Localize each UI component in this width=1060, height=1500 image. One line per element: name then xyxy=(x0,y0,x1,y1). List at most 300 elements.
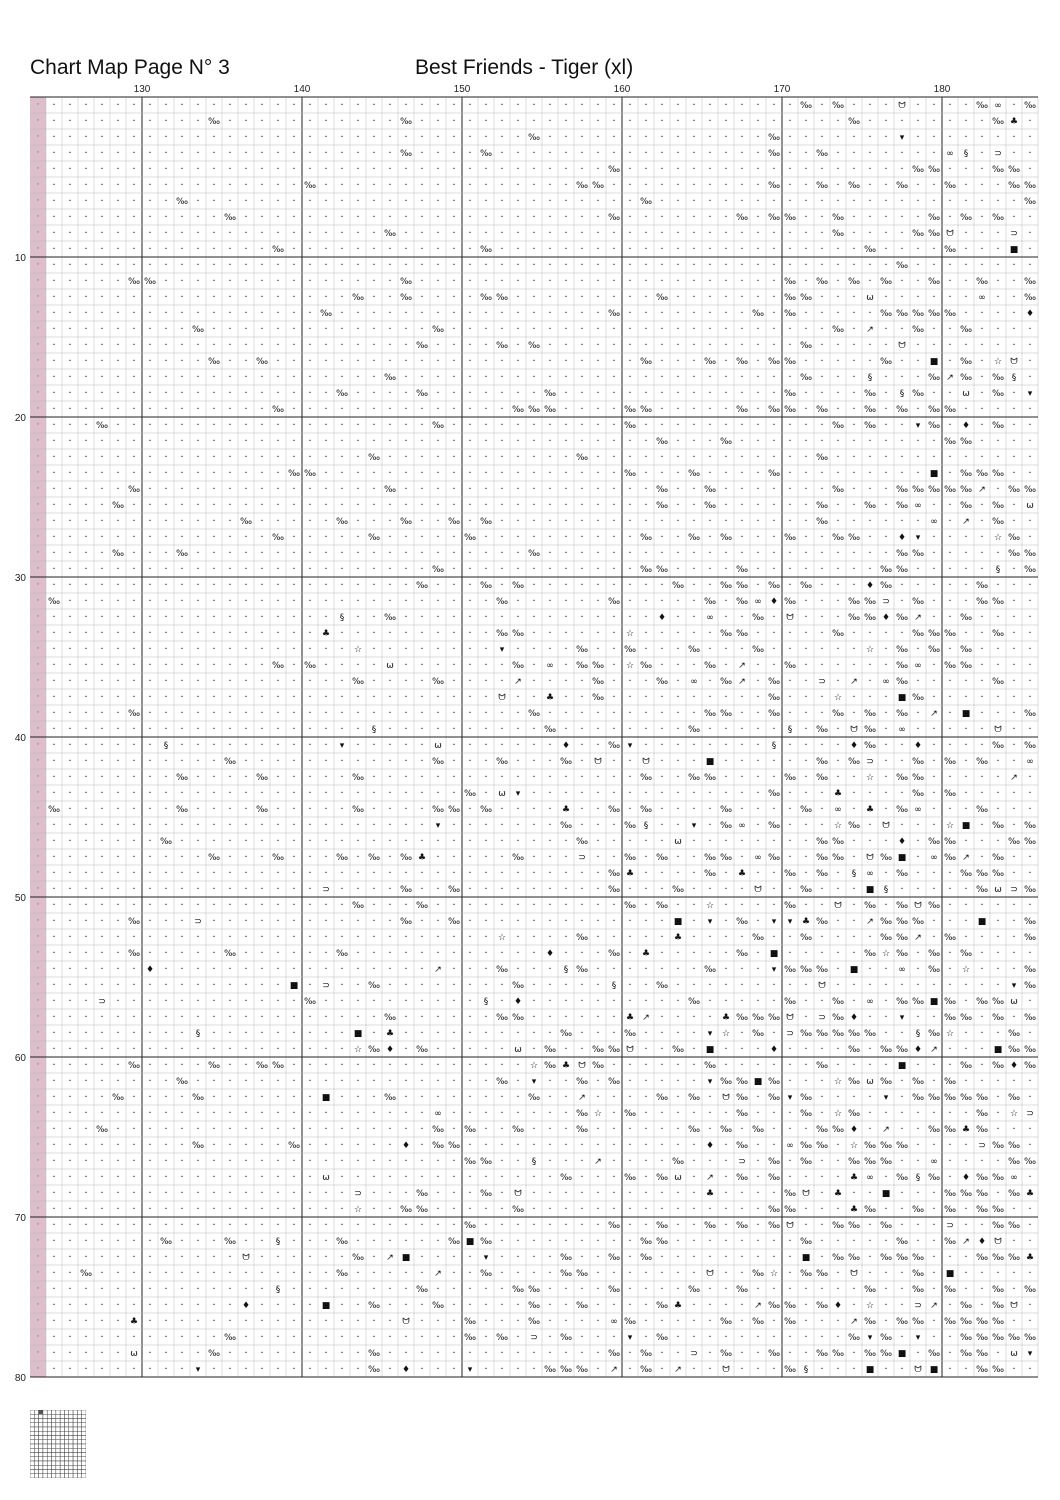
stitch-symbol: · xyxy=(676,964,679,975)
stitch-symbol: · xyxy=(612,436,615,447)
stitch-symbol: · xyxy=(468,308,471,319)
stitch-symbol: · xyxy=(1028,244,1031,255)
stitch-symbol: · xyxy=(436,532,439,543)
stitch-symbol: · xyxy=(292,676,295,687)
stitch-symbol: · xyxy=(228,932,231,943)
stitch-symbol: · xyxy=(228,1204,231,1215)
stitch-symbol: · xyxy=(804,1060,807,1071)
stitch-symbol: · xyxy=(532,1044,535,1055)
stitch-symbol: · xyxy=(916,452,919,463)
stitch-symbol: ☆ xyxy=(866,773,874,783)
stitch-symbol: · xyxy=(804,212,807,223)
stitch-symbol: · xyxy=(740,164,743,175)
stitch-symbol: ‰ xyxy=(880,277,892,287)
stitch-symbol: · xyxy=(68,452,71,463)
stitch-symbol: · xyxy=(660,1124,663,1135)
stitch-symbol: · xyxy=(644,708,647,719)
stitch-symbol: · xyxy=(596,1076,599,1087)
stitch-symbol: · xyxy=(900,596,903,607)
stitch-symbol: · xyxy=(212,148,215,159)
stitch-symbol: · xyxy=(324,132,327,143)
stitch-symbol: ∞ xyxy=(610,1317,618,1327)
stitch-symbol: ‰ xyxy=(960,501,972,511)
stitch-symbol: · xyxy=(260,164,263,175)
stitch-symbol: · xyxy=(452,116,455,127)
stitch-symbol: · xyxy=(372,1252,375,1263)
stitch-symbol: ♣ xyxy=(1010,117,1018,127)
stitch-symbol: · xyxy=(1012,724,1015,735)
stitch-symbol: · xyxy=(212,1124,215,1135)
stitch-symbol: · xyxy=(948,948,951,959)
stitch-symbol: ‰ xyxy=(608,165,620,175)
stitch-symbol: ‰ xyxy=(192,1141,204,1151)
stitch-symbol: · xyxy=(244,1188,247,1199)
stitch-symbol: · xyxy=(84,500,87,511)
stitch-symbol: · xyxy=(404,580,407,591)
stitch-symbol: · xyxy=(260,900,263,911)
stitch-symbol: · xyxy=(420,1268,423,1279)
stitch-symbol: · xyxy=(276,1092,279,1103)
stitch-symbol: · xyxy=(196,420,199,431)
stitch-symbol: · xyxy=(116,1076,119,1087)
stitch-symbol: · xyxy=(372,1188,375,1199)
stitch-symbol: ‰ xyxy=(656,1093,668,1103)
stitch-symbol: · xyxy=(52,756,55,767)
stitch-symbol: · xyxy=(916,868,919,879)
stitch-symbol: · xyxy=(260,452,263,463)
stitch-symbol: · xyxy=(548,244,551,255)
stitch-symbol: · xyxy=(916,148,919,159)
stitch-symbol: · xyxy=(612,276,615,287)
stitch-symbol: · xyxy=(308,740,311,751)
stitch-symbol: ‰ xyxy=(352,773,364,783)
stitch-symbol: · xyxy=(516,260,519,271)
stitch-symbol: · xyxy=(308,1044,311,1055)
stitch-symbol: ‰ xyxy=(640,773,652,783)
stitch-symbol: ‰ xyxy=(880,1141,892,1151)
stitch-symbol: · xyxy=(692,340,695,351)
stitch-symbol: ‰ xyxy=(1008,1189,1020,1199)
stitch-symbol: · xyxy=(948,1156,951,1167)
stitch-symbol: ⊃ xyxy=(818,677,826,687)
stitch-symbol: · xyxy=(212,132,215,143)
stitch-symbol: · xyxy=(580,1188,583,1199)
stitch-symbol: · xyxy=(132,532,135,543)
stitch-symbol: · xyxy=(340,1108,343,1119)
stitch-symbol: · xyxy=(1012,660,1015,671)
stitch-symbol: · xyxy=(868,1268,871,1279)
stitch-symbol: · xyxy=(116,1108,119,1119)
stitch-symbol: · xyxy=(996,660,999,671)
stitch-symbol: · xyxy=(612,1092,615,1103)
stitch-symbol: · xyxy=(436,212,439,223)
stitch-symbol: · xyxy=(132,468,135,479)
stitch-symbol: · xyxy=(260,196,263,207)
stitch-symbol: · xyxy=(148,292,151,303)
stitch-symbol: · xyxy=(340,1348,343,1359)
stitch-symbol: · xyxy=(372,1140,375,1151)
stitch-symbol: · xyxy=(68,276,71,287)
stitch-symbol: · xyxy=(964,452,967,463)
stitch-symbol: · xyxy=(916,356,919,367)
stitch-symbol: · xyxy=(452,1044,455,1055)
stitch-symbol: ‰ xyxy=(992,821,1004,831)
stitch-symbol: · xyxy=(180,276,183,287)
stitch-symbol: · xyxy=(724,1204,727,1215)
stitch-symbol: · xyxy=(804,1348,807,1359)
stitch-symbol: · xyxy=(164,1012,167,1023)
stitch-symbol: · xyxy=(452,1332,455,1343)
stitch-symbol: · xyxy=(660,276,663,287)
stitch-symbol: · xyxy=(788,884,791,895)
stitch-symbol: · xyxy=(884,148,887,159)
stitch-symbol: · xyxy=(68,1300,71,1311)
stitch-symbol: · xyxy=(980,116,983,127)
stitch-symbol: ‰ xyxy=(480,1157,492,1167)
stitch-symbol: · xyxy=(116,260,119,271)
stitch-symbol: · xyxy=(132,180,135,191)
stitch-symbol: · xyxy=(196,1108,199,1119)
stitch-symbol: ‰ xyxy=(768,709,780,719)
stitch-symbol: · xyxy=(548,164,551,175)
stitch-symbol: · xyxy=(68,1236,71,1247)
stitch-symbol: ‰ xyxy=(768,1349,780,1359)
stitch-symbol: · xyxy=(132,292,135,303)
stitch-symbol: · xyxy=(52,820,55,831)
stitch-symbol: · xyxy=(116,372,119,383)
stitch-symbol: · xyxy=(916,340,919,351)
stitch-symbol: ‰ xyxy=(784,389,796,399)
stitch-symbol: · xyxy=(260,500,263,511)
stitch-symbol: · xyxy=(308,596,311,607)
stitch-symbol: ■ xyxy=(994,1045,1003,1055)
stitch-symbol: · xyxy=(388,580,391,591)
stitch-symbol: · xyxy=(308,420,311,431)
stitch-symbol: · xyxy=(148,852,151,863)
margin-dot: · xyxy=(37,356,40,366)
stitch-symbol: · xyxy=(196,212,199,223)
stitch-symbol: · xyxy=(964,164,967,175)
stitch-symbol: · xyxy=(132,1172,135,1183)
stitch-symbol: · xyxy=(596,1028,599,1039)
stitch-symbol: · xyxy=(308,980,311,991)
stitch-symbol: · xyxy=(836,452,839,463)
stitch-symbol: · xyxy=(820,340,823,351)
stitch-symbol: · xyxy=(340,676,343,687)
stitch-symbol: · xyxy=(100,916,103,927)
stitch-symbol: · xyxy=(452,164,455,175)
stitch-symbol: · xyxy=(788,372,791,383)
stitch-symbol: · xyxy=(484,660,487,671)
stitch-symbol: · xyxy=(436,932,439,943)
stitch-symbol: ‰ xyxy=(928,1173,940,1183)
stitch-symbol: · xyxy=(756,212,759,223)
stitch-symbol: · xyxy=(52,916,55,927)
stitch-symbol: · xyxy=(52,1172,55,1183)
stitch-symbol: · xyxy=(148,1076,151,1087)
stitch-symbol: · xyxy=(1028,660,1031,671)
stitch-symbol: · xyxy=(612,388,615,399)
stitch-symbol: · xyxy=(724,484,727,495)
stitch-symbol: · xyxy=(772,436,775,447)
stitch-symbol: ‰ xyxy=(464,1317,476,1327)
stitch-symbol: · xyxy=(132,1268,135,1279)
stitch-symbol: · xyxy=(180,452,183,463)
stitch-symbol: · xyxy=(708,372,711,383)
stitch-symbol: · xyxy=(84,596,87,607)
stitch-symbol: ‰ xyxy=(592,1045,604,1055)
stitch-symbol: · xyxy=(836,564,839,575)
stitch-symbol: · xyxy=(340,276,343,287)
stitch-symbol: · xyxy=(100,1188,103,1199)
stitch-symbol: ‰ xyxy=(944,837,956,847)
stitch-symbol: · xyxy=(148,660,151,671)
stitch-symbol: · xyxy=(644,836,647,847)
stitch-symbol: · xyxy=(900,756,903,767)
stitch-symbol: ‰ xyxy=(432,1301,444,1311)
stitch-symbol: · xyxy=(772,308,775,319)
stitch-symbol: ∞ xyxy=(738,821,746,831)
stitch-symbol: · xyxy=(84,1140,87,1151)
stitch-symbol: · xyxy=(308,228,311,239)
stitch-symbol: · xyxy=(484,1108,487,1119)
stitch-symbol: ♣ xyxy=(706,1189,714,1199)
stitch-symbol: · xyxy=(772,548,775,559)
stitch-symbol: · xyxy=(100,852,103,863)
stitch-symbol: · xyxy=(148,452,151,463)
stitch-symbol: · xyxy=(420,964,423,975)
stitch-symbol: ᗢ xyxy=(706,1269,714,1279)
stitch-symbol: · xyxy=(900,116,903,127)
stitch-symbol: · xyxy=(468,740,471,751)
stitch-symbol: · xyxy=(500,804,503,815)
stitch-symbol: · xyxy=(212,1332,215,1343)
stitch-symbol: ‰ xyxy=(384,485,396,495)
stitch-symbol: · xyxy=(596,1220,599,1231)
stitch-symbol: · xyxy=(484,116,487,127)
stitch-symbol: · xyxy=(116,564,119,575)
stitch-symbol: ☆ xyxy=(706,901,714,911)
stitch-symbol: · xyxy=(420,1028,423,1039)
stitch-symbol: · xyxy=(500,1092,503,1103)
stitch-symbol: · xyxy=(964,1268,967,1279)
stitch-symbol: · xyxy=(132,980,135,991)
stitch-symbol: · xyxy=(676,1012,679,1023)
stitch-symbol: · xyxy=(900,788,903,799)
stitch-symbol: · xyxy=(516,116,519,127)
stitch-symbol: · xyxy=(228,180,231,191)
stitch-symbol: ‰ xyxy=(352,805,364,815)
stitch-symbol: · xyxy=(404,132,407,143)
stitch-symbol: · xyxy=(292,772,295,783)
stitch-symbol: · xyxy=(676,116,679,127)
stitch-symbol: · xyxy=(484,468,487,479)
stitch-symbol: · xyxy=(164,612,167,623)
margin-dot: · xyxy=(37,388,40,398)
stitch-symbol: ‰ xyxy=(160,1237,172,1247)
stitch-symbol: ‰ xyxy=(640,1237,652,1247)
stitch-symbol: · xyxy=(84,964,87,975)
stitch-symbol: · xyxy=(68,1332,71,1343)
stitch-symbol: · xyxy=(1012,740,1015,751)
stitch-symbol: · xyxy=(372,948,375,959)
stitch-symbol: · xyxy=(388,1156,391,1167)
stitch-symbol: · xyxy=(292,244,295,255)
stitch-symbol: · xyxy=(820,996,823,1007)
stitch-symbol: ω xyxy=(962,389,970,399)
stitch-symbol: · xyxy=(452,820,455,831)
stitch-symbol: · xyxy=(308,1012,311,1023)
stitch-symbol: · xyxy=(692,740,695,751)
stitch-symbol: ‰ xyxy=(864,1285,876,1295)
stitch-symbol: · xyxy=(276,164,279,175)
stitch-symbol: · xyxy=(612,372,615,383)
stitch-symbol: · xyxy=(580,468,583,479)
stitch-symbol: · xyxy=(660,964,663,975)
stitch-symbol: · xyxy=(628,212,631,223)
stitch-symbol: ‰ xyxy=(896,1253,908,1263)
margin-dot: · xyxy=(37,932,40,942)
stitch-symbol: ‰ xyxy=(256,805,268,815)
stitch-symbol: · xyxy=(244,788,247,799)
stitch-symbol: · xyxy=(980,180,983,191)
stitch-symbol: · xyxy=(116,900,119,911)
stitch-symbol: · xyxy=(788,708,791,719)
stitch-symbol: · xyxy=(372,612,375,623)
stitch-symbol: · xyxy=(468,580,471,591)
stitch-symbol: · xyxy=(740,1252,743,1263)
stitch-symbol: · xyxy=(404,980,407,991)
stitch-symbol: · xyxy=(52,164,55,175)
stitch-symbol: · xyxy=(996,1188,999,1199)
stitch-symbol: · xyxy=(260,532,263,543)
stitch-symbol: · xyxy=(948,804,951,815)
stitch-symbol: · xyxy=(628,276,631,287)
stitch-symbol: · xyxy=(132,1012,135,1023)
stitch-symbol: · xyxy=(900,884,903,895)
stitch-symbol: ‰ xyxy=(736,1093,748,1103)
stitch-symbol: ‰ xyxy=(416,341,428,351)
stitch-symbol: · xyxy=(212,1204,215,1215)
stitch-symbol: ∞ xyxy=(754,597,762,607)
stitch-symbol: · xyxy=(820,548,823,559)
stitch-symbol: · xyxy=(420,772,423,783)
stitch-symbol: · xyxy=(788,132,791,143)
stitch-symbol: · xyxy=(756,1140,759,1151)
stitch-symbol: ‰ xyxy=(1024,981,1036,991)
stitch-symbol: · xyxy=(52,1236,55,1247)
stitch-symbol: ‰ xyxy=(480,581,492,591)
stitch-symbol: ‰ xyxy=(640,357,652,367)
margin-dot: · xyxy=(37,228,40,238)
stitch-symbol: ↗ xyxy=(642,1013,650,1023)
stitch-symbol: ‰ xyxy=(240,517,252,527)
stitch-symbol: · xyxy=(580,548,583,559)
stitch-symbol: · xyxy=(516,836,519,847)
stitch-symbol: · xyxy=(116,1316,119,1327)
stitch-symbol: · xyxy=(884,100,887,111)
stitch-symbol: ‰ xyxy=(656,677,668,687)
stitch-symbol: · xyxy=(228,1364,231,1375)
stitch-symbol: · xyxy=(852,388,855,399)
stitch-symbol: · xyxy=(180,1204,183,1215)
stitch-symbol: ‰ xyxy=(912,325,924,335)
stitch-symbol: · xyxy=(964,100,967,111)
stitch-symbol: · xyxy=(644,548,647,559)
stitch-symbol: · xyxy=(948,596,951,607)
stitch-symbol: · xyxy=(484,820,487,831)
stitch-symbol: · xyxy=(724,932,727,943)
stitch-symbol: ‰ xyxy=(464,1333,476,1343)
stitch-symbol: · xyxy=(388,1172,391,1183)
stitch-symbol: · xyxy=(164,388,167,399)
stitch-symbol: · xyxy=(340,180,343,191)
stitch-symbol: · xyxy=(532,324,535,335)
stitch-symbol: ‰ xyxy=(848,757,860,767)
stitch-symbol: · xyxy=(276,148,279,159)
stitch-symbol: · xyxy=(52,356,55,367)
stitch-symbol: · xyxy=(372,212,375,223)
stitch-symbol: · xyxy=(724,660,727,671)
stitch-symbol: · xyxy=(884,900,887,911)
stitch-symbol: · xyxy=(548,1092,551,1103)
stitch-symbol: ♣ xyxy=(722,1013,730,1023)
stitch-symbol: · xyxy=(372,132,375,143)
stitch-symbol: ‰ xyxy=(688,773,700,783)
stitch-symbol: · xyxy=(548,756,551,767)
stitch-symbol: · xyxy=(52,932,55,943)
stitch-symbol: · xyxy=(484,596,487,607)
stitch-symbol: · xyxy=(228,852,231,863)
stitch-symbol: ▾ xyxy=(196,1365,201,1375)
stitch-symbol: · xyxy=(724,244,727,255)
stitch-symbol: · xyxy=(68,836,71,847)
stitch-symbol: · xyxy=(708,980,711,991)
stitch-symbol: · xyxy=(996,324,999,335)
stitch-symbol: ‰ xyxy=(224,1237,236,1247)
stitch-symbol: · xyxy=(836,244,839,255)
stitch-symbol: · xyxy=(260,1332,263,1343)
stitch-symbol: ‰ xyxy=(496,1077,508,1087)
stitch-symbol: · xyxy=(340,1284,343,1295)
stitch-symbol: · xyxy=(580,1220,583,1231)
stitch-symbol: · xyxy=(836,948,839,959)
stitch-symbol: · xyxy=(596,116,599,127)
stitch-symbol: · xyxy=(916,196,919,207)
stitch-symbol: · xyxy=(196,468,199,479)
stitch-symbol: · xyxy=(100,1284,103,1295)
stitch-symbol: ‰ xyxy=(592,181,604,191)
stitch-symbol: · xyxy=(420,1060,423,1071)
stitch-symbol: ‰ xyxy=(960,1301,972,1311)
stitch-symbol: · xyxy=(356,916,359,927)
stitch-symbol: · xyxy=(596,596,599,607)
stitch-symbol: ‰ xyxy=(848,1045,860,1055)
stitch-symbol: · xyxy=(308,1156,311,1167)
stitch-symbol: · xyxy=(612,404,615,415)
stitch-symbol: · xyxy=(596,148,599,159)
stitch-symbol: · xyxy=(804,788,807,799)
stitch-symbol: · xyxy=(244,1028,247,1039)
stitch-symbol: ‰ xyxy=(816,1349,828,1359)
stitch-symbol: · xyxy=(228,1092,231,1103)
stitch-symbol: ᗢ xyxy=(898,101,906,111)
stitch-symbol: ‰ xyxy=(944,1093,956,1103)
stitch-symbol: · xyxy=(676,644,679,655)
stitch-symbol: · xyxy=(596,1300,599,1311)
stitch-symbol: · xyxy=(212,1316,215,1327)
stitch-symbol: · xyxy=(532,1140,535,1151)
